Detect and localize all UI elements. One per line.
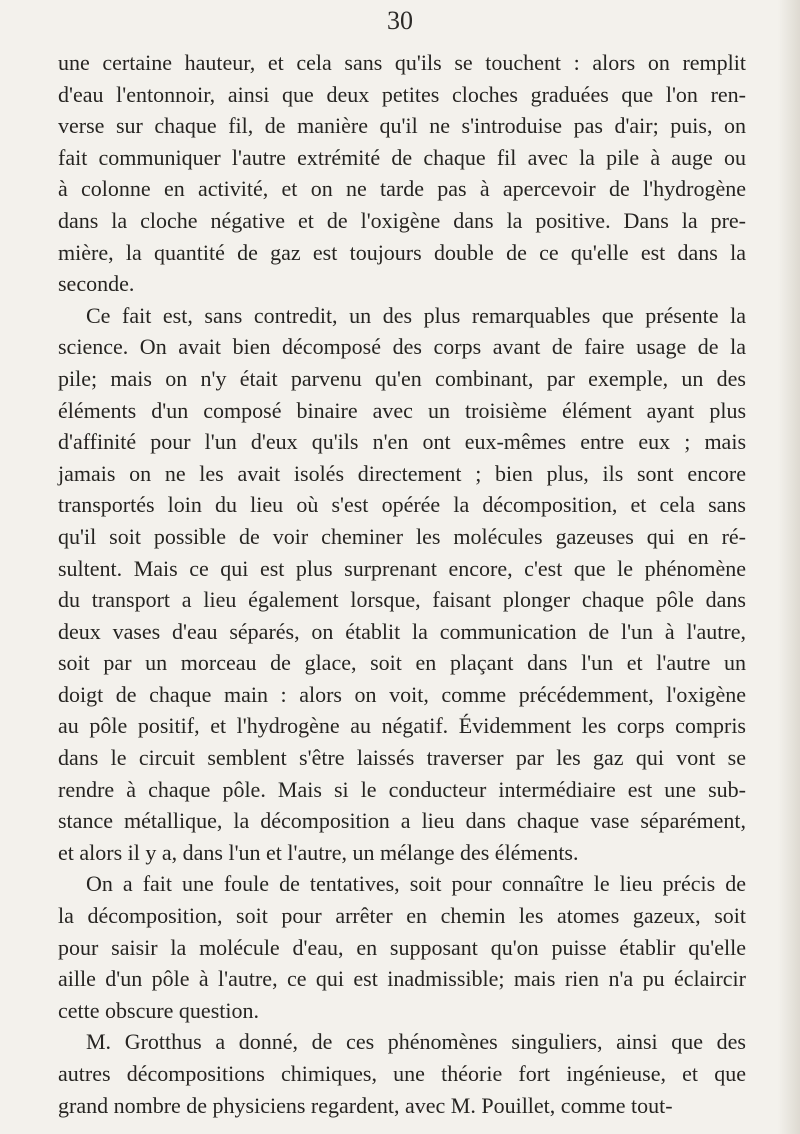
text-line: M. Grotthus a donné, de ces phénomènes singuliers, ainsi que des bbox=[86, 1029, 746, 1055]
text-line: cette obscure question. bbox=[58, 997, 259, 1023]
page-number: 30 bbox=[387, 6, 413, 35]
text-line: pile; mais on n'y était parvenu qu'en combinant, par exemple, un des bbox=[58, 365, 746, 391]
text-line: On a fait une foule de tentatives, soit pour connaître le lieu précis de bbox=[86, 871, 746, 897]
text-line: du transport a lieu également lorsque, faisant plonger chaque pôle dans bbox=[58, 587, 746, 613]
text-line: doigt de chaque main : alors on voit, comme précédemment, l'oxigène bbox=[58, 681, 746, 707]
paragraph bbox=[58, 868, 746, 1026]
text-line: éléments d'un composé binaire avec un troisième élément ayant plus bbox=[58, 397, 746, 423]
page-edge-shadow bbox=[778, 0, 800, 1134]
text-line: seconde. bbox=[58, 271, 135, 297]
text-line: verse sur chaque fil, de manière qu'il ne s'introduise pas d'air; puis, on bbox=[58, 113, 746, 139]
text-line: la décomposition, soit pour arrêter en chemin les atomes gazeux, soit bbox=[58, 903, 746, 929]
text-line: d'eau l'entonnoir, ainsi que deux petites cloches graduées que l'on ren- bbox=[58, 81, 746, 107]
text-line: Ce fait est, sans contredit, un des plus remarquables que présente la bbox=[86, 302, 746, 328]
text-line: sultent. Mais ce qui est plus surprenant encore, c'est que le phénomène bbox=[58, 555, 746, 581]
text-line: deux vases d'eau séparés, on établit la communication de l'un à l'autre, bbox=[58, 618, 746, 644]
text-line: dans la cloche négative et de l'oxigène dans la positive. Dans la pre- bbox=[58, 207, 746, 233]
text-line: et alors il y a, dans l'un et l'autre, un mélange des éléments. bbox=[58, 839, 579, 865]
text-line: pour saisir la molécule d'eau, en supposant qu'on puisse établir qu'elle bbox=[58, 934, 746, 960]
text-line: au pôle positif, et l'hydrogène au négatif. Évidemment les corps compris bbox=[58, 713, 746, 739]
text-line: qu'il soit possible de voir cheminer les molécules gazeuses qui en ré- bbox=[58, 523, 746, 549]
text-line: rendre à chaque pôle. Mais si le conducteur intermédiaire est une sub- bbox=[58, 776, 746, 802]
text-line: une certaine hauteur, et cela sans qu'ils se touchent : alors on remplit bbox=[58, 50, 746, 75]
text-line: autres décompositions chimiques, une théorie fort ingénieuse, et que bbox=[58, 1061, 746, 1086]
paragraph bbox=[58, 47, 746, 300]
text-line: soit par un morceau de glace, soit en plaçant dans l'un et l'autre un bbox=[58, 650, 746, 676]
text-line: fait communiquer l'autre extrémité de chaque fil avec la pile à auge ou bbox=[58, 144, 746, 170]
text-line: d'affinité pour l'un d'eux qu'ils n'en ont eux-mêmes entre eux ; mais bbox=[58, 429, 746, 455]
body-text bbox=[58, 47, 746, 1121]
text-line: mière, la quantité de gaz est toujours double de ce qu'elle est dans la bbox=[58, 239, 746, 265]
paragraph bbox=[58, 300, 746, 869]
text-line: aille d'un pôle à l'autre, ce qui est inadmissible; mais rien n'a pu éclaircir bbox=[58, 966, 746, 992]
text-line: transportés loin du lieu où s'est opérée la décomposition, et cela sans bbox=[58, 492, 746, 518]
text-line: stance métallique, la décomposition a lieu dans chaque vase séparément, bbox=[58, 808, 746, 834]
paragraph bbox=[58, 1026, 746, 1121]
text-line: jamais on ne les avait isolés directement ; bien plus, ils sont encore bbox=[58, 460, 746, 486]
text-line: à colonne en activité, et on ne tarde pas à apercevoir de l'hydrogène bbox=[58, 176, 746, 202]
text-line: dans le circuit semblent s'être laissés traverser par les gaz qui vont se bbox=[58, 745, 746, 771]
text-line: grand nombre de physiciens regardent, avec M. Pouillet, comme tout- bbox=[58, 1092, 673, 1118]
text-line: science. On avait bien décomposé des corps avant de faire usage de la bbox=[58, 334, 746, 360]
